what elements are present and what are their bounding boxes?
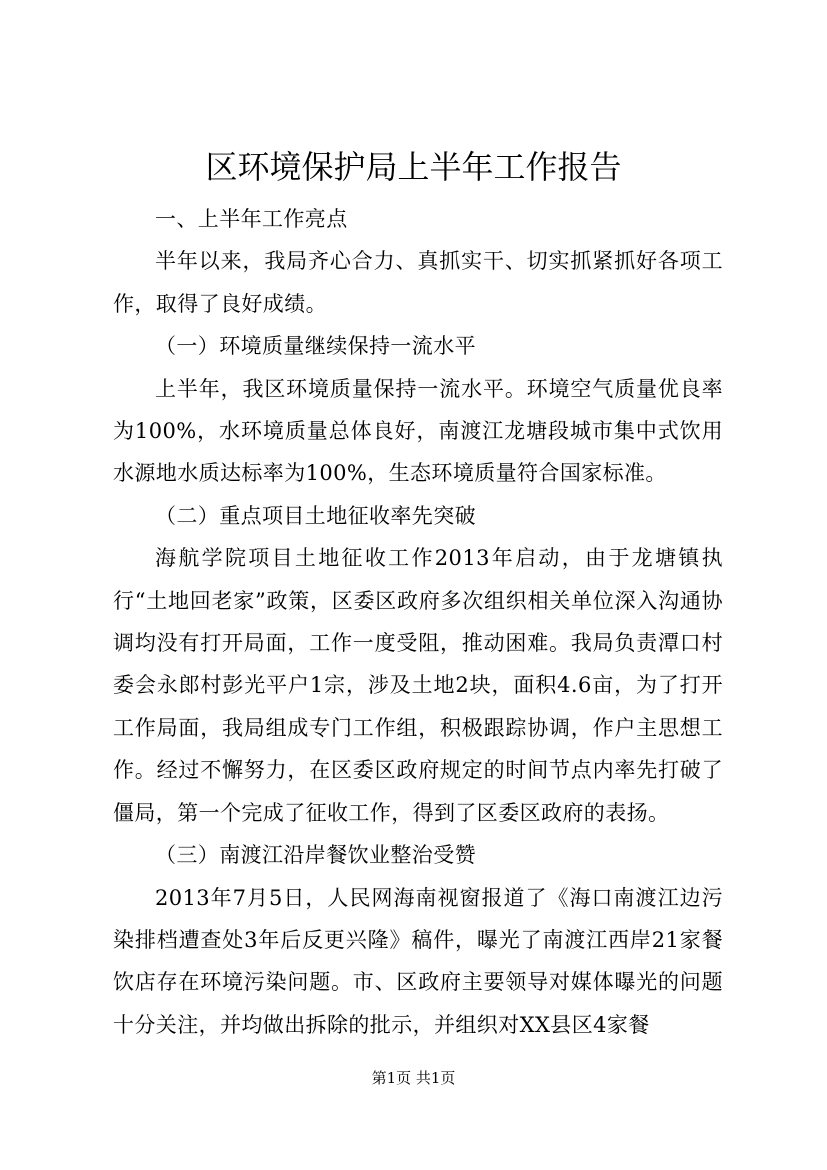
subsection-heading: （三）南渡江沿岸餐饮业整治受赞 xyxy=(155,843,476,868)
subsection-heading: （一）环境质量继续保持一流水平 xyxy=(155,334,476,359)
paragraph: 半年以来，我局齐心合力、真抓实干、切实抓紧抓好各项工作，取得了良好成绩。 xyxy=(113,249,723,316)
section-heading: 一、上半年工作亮点 xyxy=(155,207,348,231)
paragraph: 2013年7月5日，人民网海南视窗报道了《海口南渡江边污染排档遭查处3年后反更兴隆》稿件，曝光了南渡江西岸21家餐饮店存在环境污染问题。市、区政府主要领导对媒体曝光的问题十分关注，并均做出拆除的批示，并组织对XX县区4家餐 xyxy=(113,885,723,1037)
subsection-heading: （二）重点项目土地征收率先突破 xyxy=(155,503,476,528)
page-title: 区环境保护局上半年工作报告 xyxy=(205,148,622,186)
paragraph: 上半年，我区环境质量保持一流水平。环境空气质量优良率为100%，水环境质量总体良好，南渡江龙塘段城市集中式饮用水源地水质达标率为100%，生态环境质量符合国家标准。 xyxy=(113,376,723,486)
document-body xyxy=(113,198,723,1046)
paragraph: 海航学院项目土地征收工作2013年启动，由于龙塘镇执行“土地回老家”政策，区委区政府多次组织相关单位深入沟通协调均没有打开局面，工作一度受阻，推动困难。我局负责潭口村委会永郎村彭光平户1宗，涉及土地2块，面积4.6亩，为了打开工作局面，我局组成专门工作组，积极跟踪协调，作户主思想工作。经过不懈努力，在区委区政府规定的时间节点内率先打破了僵局，第一个完成了征收工作，得到了区委区政府的表扬。 xyxy=(113,546,723,825)
page-footer: 第1页 共1页 xyxy=(371,1069,456,1087)
